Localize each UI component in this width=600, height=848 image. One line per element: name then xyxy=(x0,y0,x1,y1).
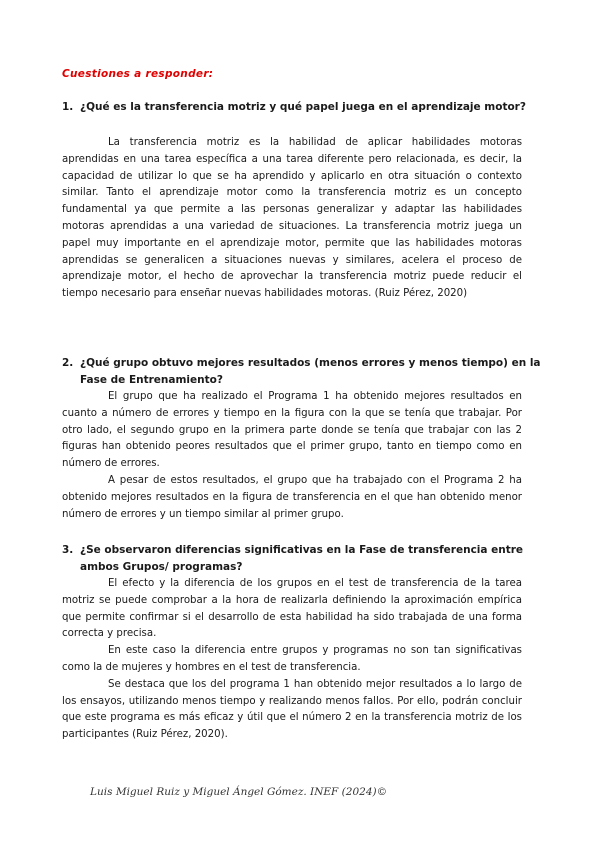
answer-3-paragraph-3: Se destaca que los del programa 1 han obtenido mejor resultados a lo largo de los ensayos, utilizando menos tiempo y realizando menos fallos. Por ello, podrán concluir que este programa es más eficaz y útil que el número 2 en la transferencia motriz de los participantes (Ruiz Pérez, 2020). xyxy=(62,678,522,741)
answer-2-paragraph-1: El grupo que ha realizado el Programa 1 ha obtenido mejores resultados en cuanto a número de errores y tiempo en la figura con la que se tenía que trabajar. Por otro lado, el segundo grupo en la primera parte donde se tenía que trabajar con las 2 figuras han obtenido peores resultados que el primer grupo, tanto en tiempo como en número de errores. xyxy=(62,391,522,470)
question-3-number: 3. xyxy=(62,544,74,556)
question-2-heading xyxy=(62,355,550,388)
answer-2 xyxy=(62,389,522,523)
section-title: Cuestiones a responder: xyxy=(62,68,214,80)
answer-3 xyxy=(62,576,522,744)
question-1-text: ¿Qué es la transferencia motriz y qué papel juega en el aprendizaje motor? xyxy=(80,101,526,113)
question-2-number: 2. xyxy=(62,357,74,369)
answer-3-paragraph-2: En este caso la diferencia entre grupos y programas no son tan significativas como la de mujeres y hombres en el test de transferencia. xyxy=(62,645,522,673)
question-1-number: 1. xyxy=(62,101,74,113)
question-3-text: ¿Se observaron diferencias significativas en la Fase de transferencia entre ambos Grupos/ programas? xyxy=(80,544,524,573)
question-2-text: ¿Qué grupo obtuvo mejores resultados (menos errores y menos tiempo) en la Fase de Entrenamiento? xyxy=(80,357,541,386)
answer-1-paragraph-1: La transferencia motriz es la habilidad de aplicar habilidades motoras aprendidas en una tarea específica a una tarea diferente pero relacionada, es decir, la capacidad de utilizar lo que se ha aprendido y aplicarlo en otra situación o contexto similar. Tanto el aprendizaje motor como la transferencia motriz es un concepto fundamental ya que permite a las personas generalizar y adaptar las habilidades motoras aprendidas a una variedad de situaciones. La transferencia motriz juega un papel muy importante en el aprendizaje motor, permite que las habilidades motoras aprendidas se generalicen a situaciones nuevas y similares, acelera el proceso de aprendizaje motor, el hecho de aprovechar la transferencia motriz puede reducir el tiempo necesario para enseñar nuevas habilidades motoras. (Ruiz Pérez, 2020) xyxy=(62,137,522,300)
question-3-heading xyxy=(62,542,550,575)
answer-1 xyxy=(62,135,522,303)
question-1-heading xyxy=(62,99,550,116)
footer-credit: Luis Miguel Ruiz y Miguel Ángel Gómez. INEF (2024)© xyxy=(90,786,388,798)
answer-2-paragraph-2: A pesar de estos resultados, el grupo que ha trabajado con el Programa 2 ha obtenido mejores resultados en la figura de transferencia en el que han obtenido menor número de errores y un tiempo similar al primer grupo. xyxy=(62,474,522,520)
answer-3-paragraph-1: El efecto y la diferencia de los grupos en el test de transferencia de la tarea motriz se puede comprobar a la hora de realizarla definiendo la aproximación empírica que permite confirmar si el desarrollo de esta habilidad ha sido trabajada de una forma correcta y precisa. xyxy=(62,578,522,640)
